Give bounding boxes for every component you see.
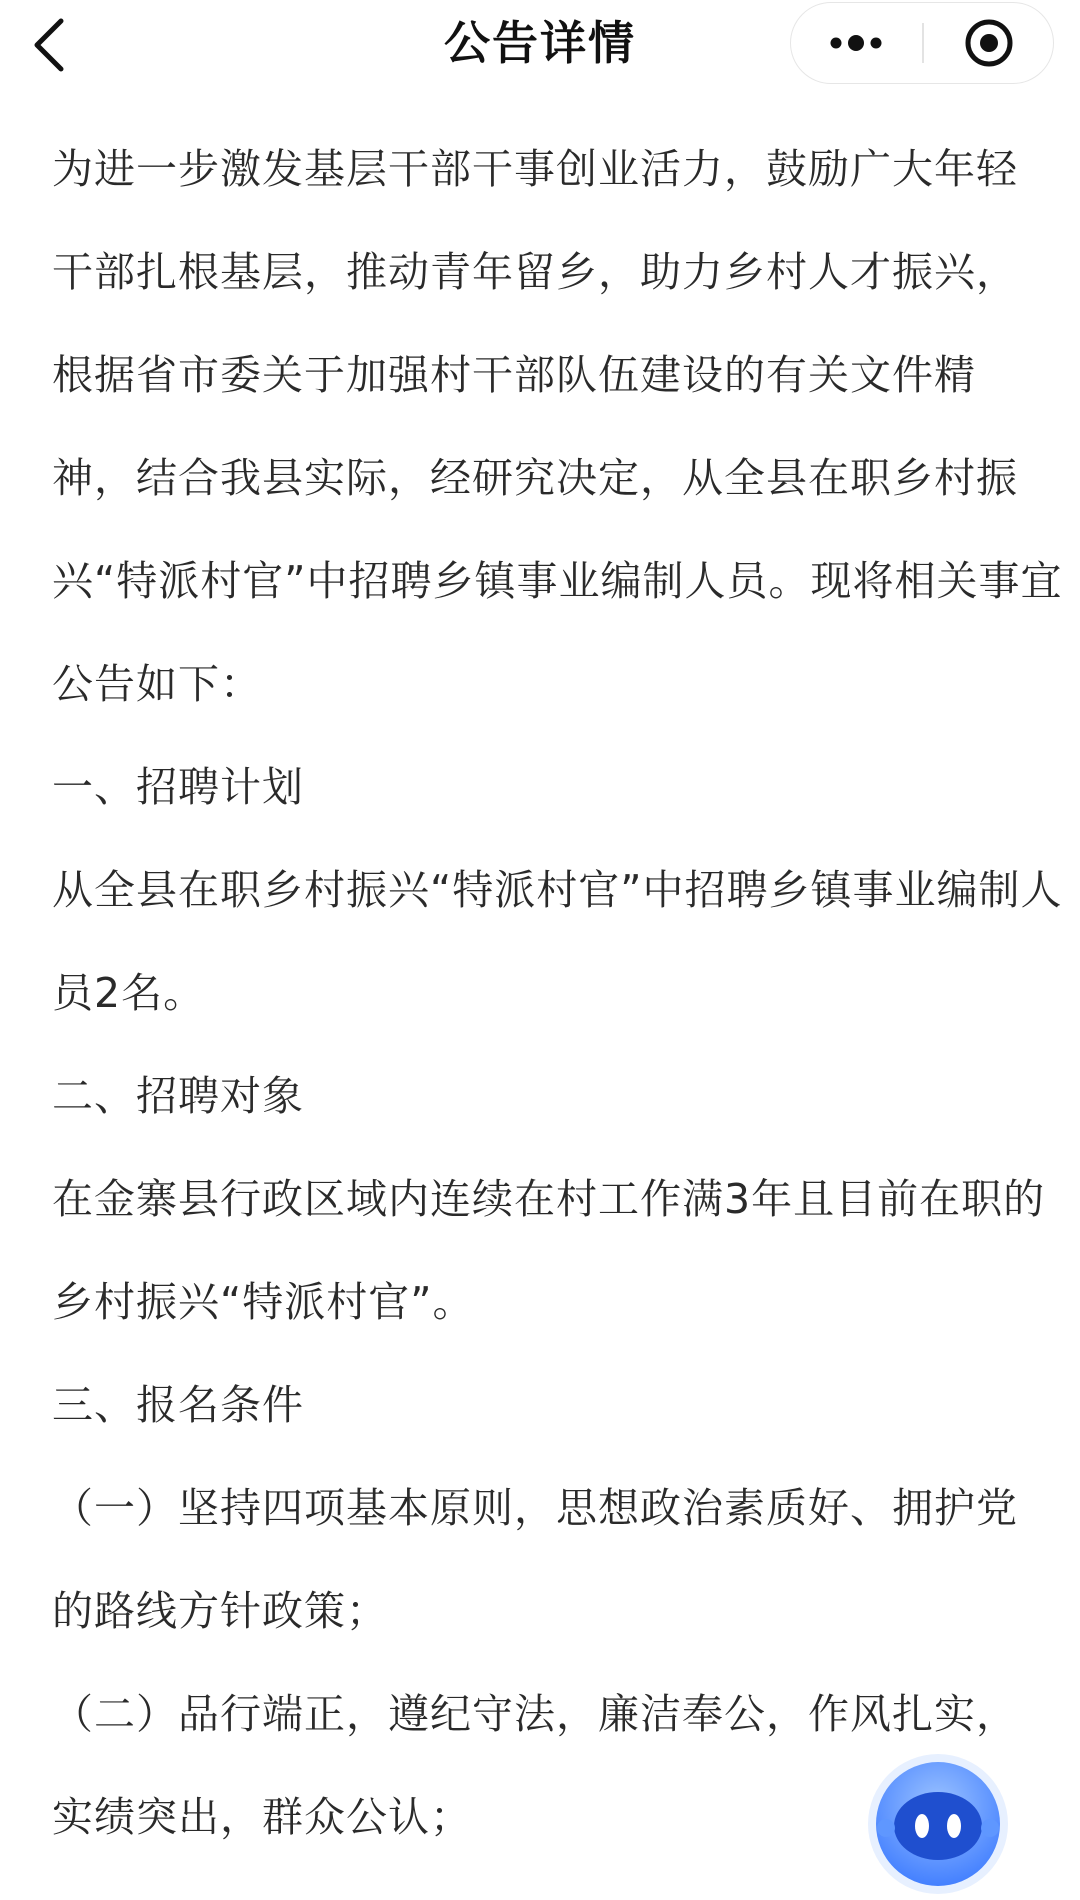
robot-assistant-icon (866, 1752, 1010, 1896)
article-line: 根据省市委关于加强村干部队伍建设的有关文件精 (52, 351, 976, 399)
article-line: 的路线方针政策； (52, 1587, 388, 1635)
article-line: 兴“特派村官”中招聘乡镇事业编制人员。现将相关事宜 (52, 557, 1063, 605)
ai-assistant-button[interactable] (866, 1752, 1010, 1896)
article-line: 乡村振兴“特派村官”。 (52, 1278, 475, 1326)
more-button[interactable] (791, 3, 921, 83)
article-line: 在金寨县行政区域内连续在村工作满3年且目前在职的 (52, 1175, 1046, 1223)
article-line: 公告如下： (52, 660, 262, 708)
article-line: 干部扎根基层，推动青年留乡，助力乡村人才振兴， (52, 248, 1018, 296)
close-button[interactable] (924, 3, 1054, 83)
section-heading: 三、报名条件 (52, 1381, 304, 1429)
article-line: 为进一步激发基层干部干事创业活力，鼓励广大年轻 (52, 145, 1018, 193)
article-line: 神，结合我县实际，经研究决定，从全县在职乡村振 (52, 454, 1018, 502)
target-close-icon (963, 17, 1015, 69)
article-line: （一）坚持四项基本原则，思想政治素质好、拥护党 (52, 1484, 1018, 1532)
top-nav-bar (0, 0, 1080, 92)
section-heading: 二、招聘对象 (52, 1072, 304, 1120)
page-title: 公告详情 (444, 16, 636, 70)
article-line: 实绩突出，群众公认； (52, 1793, 472, 1841)
article-line: 员2名。 (52, 969, 206, 1017)
more-dots-icon (826, 33, 886, 53)
miniprogram-capsule (790, 2, 1054, 84)
article-line: 从全县在职乡村振兴“特派村官”中招聘乡镇事业编制人 (52, 866, 1063, 914)
announcement-body (52, 118, 1063, 1869)
section-heading: 一、招聘计划 (52, 763, 304, 811)
article-line: （二）品行端正，遵纪守法，廉洁奉公，作风扎实， (52, 1690, 1018, 1738)
